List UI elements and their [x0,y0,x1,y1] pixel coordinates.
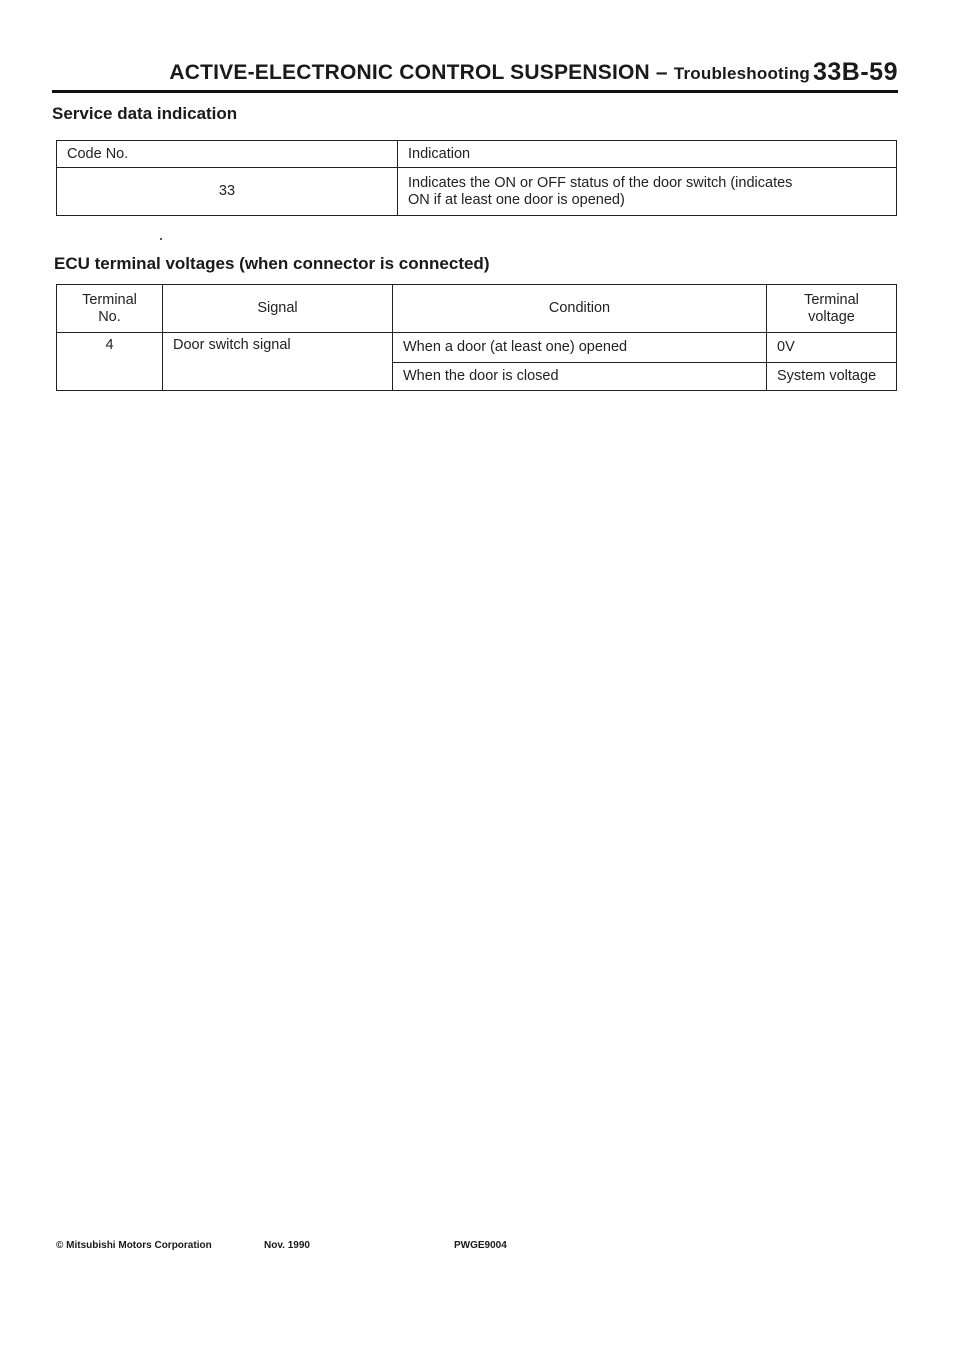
header-title-main: ACTIVE-ELECTRONIC CONTROL SUSPENSION [169,61,650,84]
page-number: 33B-59 [813,58,898,86]
cell-terminal: 4 [57,333,163,391]
ecu-terminal-table [56,284,897,391]
cell-code: 33 [57,168,398,216]
column-header-code: Code No. [57,141,398,168]
cell-voltage-closed: System voltage [767,363,897,391]
voltage-header-line-2: voltage [808,308,855,325]
cell-indication [398,168,897,216]
ecu-voltages-title: ECU terminal voltages (when connector is connected) [54,254,490,273]
footer-copyright: © Mitsubishi Motors Corporation [56,1240,212,1251]
stray-mark [160,238,162,240]
table-row [57,168,897,216]
cell-voltage-opened: 0V [767,333,897,363]
column-header-signal: Signal [163,285,393,333]
header-title-sub: Troubleshooting [673,64,810,83]
column-header-terminal [57,285,163,333]
table-row [57,333,897,363]
cell-condition-closed: When the door is closed [393,363,767,391]
cell-signal: Door switch signal [163,333,393,391]
footer-code: PWGE9004 [454,1240,507,1251]
table-header-row [57,141,897,168]
cell-condition-opened: When a door (at least one) opened [393,333,767,363]
table-header-row [57,285,897,333]
service-data-table [56,140,897,216]
column-header-condition: Condition [393,285,767,333]
indication-line-1: Indicates the ON or OFF status of the door switch (indicates [408,174,793,191]
column-header-voltage [767,285,897,333]
terminal-header-line-1: Terminal [82,291,137,308]
indication-line-2: ON if at least one door is opened) [408,191,625,208]
footer-date: Nov. 1990 [264,1240,310,1251]
header-title [169,61,810,85]
voltage-header-line-1: Terminal [804,291,859,308]
service-data-title: Service data indication [52,104,238,123]
terminal-header-line-2: No. [98,308,121,325]
page-header [52,58,898,93]
column-header-indication: Indication [398,141,897,168]
header-title-separator: – [649,61,674,84]
